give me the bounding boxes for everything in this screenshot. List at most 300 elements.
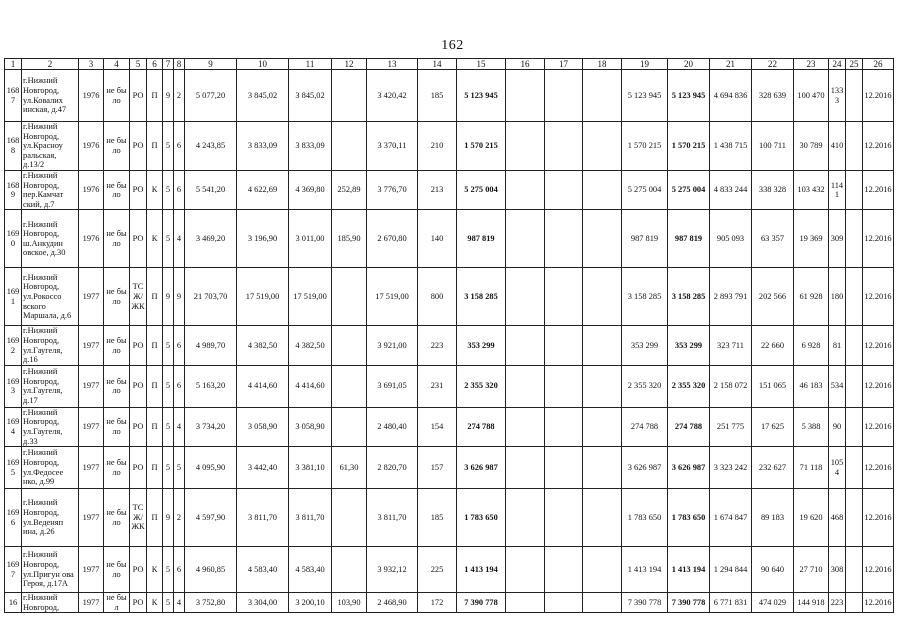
cell-year-built: 1976 [79,122,104,171]
cell-cost-19: 2 355 320 [622,365,668,407]
cell-cost-22: 89 183 [752,489,794,547]
cell-address: г.Нижний Новгород, ш.Анкудин овское, д.30 [22,210,79,268]
cell-cost-18 [583,170,622,209]
cell-demolition: не было [104,268,130,326]
cell-cost-23: 5 388 [794,407,829,446]
cell-living-area: 3 833,09 [237,122,289,171]
cell-wall-material: П [147,268,163,326]
table-row [5,170,894,209]
cell-cost-16 [506,210,545,268]
cell-total-area: 3 752,80 [185,593,237,613]
cell-cost-21: 1 674 847 [710,489,752,547]
cell-total-area: 5 163,20 [185,365,237,407]
cell-address: г.Нижний Новгород, ул.Пригун ова Героя, д.17А [22,547,79,593]
cell-cost-25 [846,365,863,407]
cell-cost-25 [846,122,863,171]
cell-floors: 9 [163,489,174,547]
cell-nonresidential-area: 103,90 [332,593,367,613]
cell-demolition: не было [104,122,130,171]
cell-nonresidential-area: 252,89 [332,170,367,209]
cell-nonresidential-area [332,489,367,547]
cell-living-area: 3 304,00 [237,593,289,613]
column-number: 6 [147,59,163,70]
cell-completion-date: 12.2016 [863,268,894,326]
cell-fund-amount: 5 275 004 [668,170,710,209]
cell-cost-18 [583,407,622,446]
table-row [5,407,894,446]
cell-year-built: 1977 [79,326,104,365]
cell-completion-date: 12.2016 [863,489,894,547]
cell-entrances: 9 [174,268,185,326]
cell-owners-area: 3 691,05 [367,365,418,407]
cell-entrances: 6 [174,547,185,593]
cell-cost-per-m2: 223 [829,593,846,613]
cell-floors: 5 [163,547,174,593]
cell-floors: 9 [163,268,174,326]
cell-cost-21: 905 093 [710,210,752,268]
cell-cost-per-m2: 90 [829,407,846,446]
cell-residential-area: 3 833,09 [289,122,332,171]
cell-living-area: 3 058,90 [237,407,289,446]
cell-cost-21: 1 438 715 [710,122,752,171]
cell-cost-21: 2 893 791 [710,268,752,326]
cell-total-cost: 353 299 [457,326,506,365]
table-row [5,593,894,613]
cell-row-number: 1692 [5,326,22,365]
cell-owners-area: 3 932,12 [367,547,418,593]
column-number: 15 [457,59,506,70]
cell-row-number: 1694 [5,407,22,446]
cell-address: г.Нижний Новгород, ул.Рокоссо вского Маршала, д.6 [22,268,79,326]
cell-owners-area: 2 480,40 [367,407,418,446]
cell-living-area: 17 519,00 [237,268,289,326]
cell-living-area: 4 382,50 [237,326,289,365]
cell-wall-material: П [147,122,163,171]
cell-residents: 210 [418,122,457,171]
column-number: 8 [174,59,185,70]
cell-cost-per-m2: 81 [829,326,846,365]
cell-total-area: 4 989,70 [185,326,237,365]
cell-wall-material: П [147,326,163,365]
cell-cost-17 [545,70,583,122]
cell-cost-16 [506,326,545,365]
cell-total-cost: 5 123 945 [457,70,506,122]
cell-total-area: 4 243,85 [185,122,237,171]
cell-address: г.Нижний Новгород, ул.Веденяп ина, д.26 [22,489,79,547]
cell-cost-19: 7 390 778 [622,593,668,613]
cell-fund-amount: 274 788 [668,407,710,446]
cell-residential-area: 3 200,10 [289,593,332,613]
cell-living-area: 4 583,40 [237,547,289,593]
cell-year-built: 1977 [79,489,104,547]
column-number: 2 [22,59,79,70]
cell-entrances: 4 [174,407,185,446]
cell-cost-23: 19 369 [794,210,829,268]
cell-cost-19: 5 275 004 [622,170,668,209]
cell-manager: РО [130,122,147,171]
cell-demolition: не было [104,70,130,122]
cell-floors: 5 [163,170,174,209]
cell-cost-22: 17 625 [752,407,794,446]
cell-cost-per-m2: 308 [829,547,846,593]
cell-cost-21: 1 294 844 [710,547,752,593]
cell-row-number: 1696 [5,489,22,547]
column-number: 7 [163,59,174,70]
cell-cost-18 [583,122,622,171]
cell-owners-area: 2 670,80 [367,210,418,268]
cell-total-area: 21 703,70 [185,268,237,326]
cell-residents: 213 [418,170,457,209]
cell-manager: РО [130,407,147,446]
cell-cost-21: 6 771 831 [710,593,752,613]
cell-entrances: 6 [174,326,185,365]
header-row [5,59,894,70]
cell-cost-19: 987 819 [622,210,668,268]
column-number: 18 [583,59,622,70]
cell-residents: 157 [418,447,457,489]
cell-cost-17 [545,489,583,547]
cell-cost-18 [583,326,622,365]
cell-cost-19: 353 299 [622,326,668,365]
table-row [5,447,894,489]
cell-cost-18 [583,593,622,613]
cell-cost-23: 103 432 [794,170,829,209]
column-number: 26 [863,59,894,70]
cell-cost-23: 71 118 [794,447,829,489]
cell-year-built: 1976 [79,170,104,209]
cell-completion-date: 12.2016 [863,70,894,122]
cell-manager: РО [130,593,147,613]
cell-cost-per-m2: 309 [829,210,846,268]
table-row [5,547,894,593]
cell-fund-amount: 353 299 [668,326,710,365]
cell-residents: 225 [418,547,457,593]
cell-residential-area: 3 811,70 [289,489,332,547]
cell-cost-17 [545,365,583,407]
cell-year-built: 1976 [79,70,104,122]
cell-total-area: 4 960,85 [185,547,237,593]
cell-living-area: 4 414,60 [237,365,289,407]
cell-cost-19: 274 788 [622,407,668,446]
cell-cost-19: 1 570 215 [622,122,668,171]
cell-total-cost: 1 783 650 [457,489,506,547]
cell-floors: 5 [163,326,174,365]
column-number: 25 [846,59,863,70]
cell-cost-21: 4 694 836 [710,70,752,122]
cell-cost-22: 151 065 [752,365,794,407]
cell-total-cost: 1 570 215 [457,122,506,171]
cell-manager: РО [130,170,147,209]
column-number: 23 [794,59,829,70]
cell-row-number: 1691 [5,268,22,326]
cell-row-number: 1697 [5,547,22,593]
cell-demolition: не было [104,326,130,365]
page-number: 162 [441,38,464,53]
cell-total-cost: 987 819 [457,210,506,268]
column-number: 17 [545,59,583,70]
column-number: 13 [367,59,418,70]
cell-entrances: 5 [174,447,185,489]
cell-cost-18 [583,210,622,268]
cell-wall-material: П [147,489,163,547]
register-table [4,58,894,613]
cell-floors: 5 [163,122,174,171]
cell-total-cost: 274 788 [457,407,506,446]
cell-cost-23: 100 470 [794,70,829,122]
cell-nonresidential-area [332,70,367,122]
cell-total-cost: 2 355 320 [457,365,506,407]
cell-nonresidential-area [332,547,367,593]
cell-cost-per-m2: 534 [829,365,846,407]
cell-cost-25 [846,70,863,122]
cell-wall-material: П [147,365,163,407]
cell-living-area: 3 196,90 [237,210,289,268]
table-row [5,489,894,547]
cell-residential-area: 3 011,00 [289,210,332,268]
cell-year-built: 1977 [79,268,104,326]
cell-cost-23: 27 710 [794,547,829,593]
cell-completion-date: 12.2016 [863,210,894,268]
cell-row-number: 16 [5,593,22,613]
column-number: 4 [104,59,130,70]
cell-address: г.Нижний Новгород, пер.Камчат ский, д.7 [22,170,79,209]
cell-manager: РО [130,70,147,122]
table-row [5,70,894,122]
cell-total-area: 5 077,20 [185,70,237,122]
cell-manager: РО [130,326,147,365]
cell-cost-16 [506,593,545,613]
cell-cost-22: 474 029 [752,593,794,613]
cell-residents: 223 [418,326,457,365]
table-row [5,365,894,407]
cell-nonresidential-area [332,407,367,446]
cell-fund-amount: 1 413 194 [668,547,710,593]
cell-cost-19: 3 158 285 [622,268,668,326]
column-number: 1 [5,59,22,70]
cell-living-area: 4 622,69 [237,170,289,209]
cell-cost-21: 2 158 072 [710,365,752,407]
cell-residential-area: 3 058,90 [289,407,332,446]
cell-demolition: не было [104,447,130,489]
cell-row-number: 1688 [5,122,22,171]
column-number: 3 [79,59,104,70]
cell-cost-17 [545,547,583,593]
cell-wall-material: К [147,170,163,209]
cell-demolition: не было [104,365,130,407]
cell-completion-date: 12.2016 [863,593,894,613]
cell-cost-22: 90 640 [752,547,794,593]
cell-cost-23: 19 620 [794,489,829,547]
cell-year-built: 1976 [79,210,104,268]
cell-residential-area: 3 381,10 [289,447,332,489]
cell-cost-25 [846,489,863,547]
column-number: 9 [185,59,237,70]
cell-owners-area: 3 776,70 [367,170,418,209]
cell-residents: 185 [418,70,457,122]
cell-cost-16 [506,70,545,122]
cell-cost-25 [846,268,863,326]
cell-cost-per-m2: 1333 [829,70,846,122]
cell-fund-amount: 1 783 650 [668,489,710,547]
cell-total-cost: 1 413 194 [457,547,506,593]
cell-floors: 5 [163,210,174,268]
cell-year-built: 1977 [79,365,104,407]
cell-cost-per-m2: 410 [829,122,846,171]
cell-cost-19: 1 413 194 [622,547,668,593]
cell-cost-18 [583,365,622,407]
cell-residential-area: 3 845,02 [289,70,332,122]
cell-fund-amount: 2 355 320 [668,365,710,407]
cell-cost-18 [583,547,622,593]
cell-floors: 5 [163,447,174,489]
cell-year-built: 1977 [79,447,104,489]
cell-cost-25 [846,326,863,365]
table-row [5,122,894,171]
cell-residential-area: 4 414,60 [289,365,332,407]
cell-owners-area: 2 468,90 [367,593,418,613]
cell-manager: РО [130,547,147,593]
cell-cost-22: 63 357 [752,210,794,268]
cell-cost-23: 61 928 [794,268,829,326]
cell-row-number: 1693 [5,365,22,407]
cell-cost-16 [506,122,545,171]
cell-cost-25 [846,210,863,268]
cell-demolition: не было [104,547,130,593]
cell-nonresidential-area [332,326,367,365]
cell-wall-material: П [147,407,163,446]
cell-cost-17 [545,122,583,171]
cell-cost-21: 4 833 244 [710,170,752,209]
cell-cost-18 [583,447,622,489]
cell-floors: 5 [163,407,174,446]
cell-wall-material: П [147,70,163,122]
cell-cost-25 [846,407,863,446]
cell-cost-16 [506,489,545,547]
cell-cost-25 [846,593,863,613]
cell-owners-area: 3 811,70 [367,489,418,547]
cell-nonresidential-area [332,122,367,171]
cell-cost-18 [583,268,622,326]
cell-cost-23: 6 928 [794,326,829,365]
cell-cost-22: 202 566 [752,268,794,326]
cell-fund-amount: 987 819 [668,210,710,268]
cell-total-cost: 7 390 778 [457,593,506,613]
cell-completion-date: 12.2016 [863,407,894,446]
cell-residential-area: 4 382,50 [289,326,332,365]
cell-cost-25 [846,170,863,209]
cell-owners-area: 3 921,00 [367,326,418,365]
cell-wall-material: К [147,210,163,268]
cell-floors: 5 [163,593,174,613]
cell-entrances: 6 [174,170,185,209]
cell-cost-19: 3 626 987 [622,447,668,489]
cell-manager: ТСЖ/ЖК [130,268,147,326]
cell-cost-23: 46 183 [794,365,829,407]
cell-fund-amount: 7 390 778 [668,593,710,613]
cell-total-cost: 5 275 004 [457,170,506,209]
cell-cost-25 [846,547,863,593]
cell-cost-22: 232 627 [752,447,794,489]
cell-demolition: не было [104,407,130,446]
cell-address: г.Нижний Новгород, [22,593,79,613]
cell-demolition: не было [104,170,130,209]
cell-year-built: 1977 [79,547,104,593]
cell-demolition: не было [104,489,130,547]
table-row [5,326,894,365]
column-number: 12 [332,59,367,70]
cell-wall-material: П [147,447,163,489]
cell-residential-area: 4 369,80 [289,170,332,209]
cell-address: г.Нижний Новгород, ул.Федосее нко, д.99 [22,447,79,489]
cell-year-built: 1977 [79,593,104,613]
cell-entrances: 2 [174,70,185,122]
column-number: 21 [710,59,752,70]
cell-completion-date: 12.2016 [863,447,894,489]
table-row [5,268,894,326]
cell-row-number: 1689 [5,170,22,209]
cell-cost-17 [545,326,583,365]
cell-completion-date: 12.2016 [863,365,894,407]
cell-cost-16 [506,170,545,209]
cell-fund-amount: 1 570 215 [668,122,710,171]
cell-wall-material: К [147,547,163,593]
cell-entrances: 2 [174,489,185,547]
column-number: 20 [668,59,710,70]
cell-address: г.Нижний Новгород, ул.Красноу ральская, д.13/2 [22,122,79,171]
cell-cost-18 [583,70,622,122]
cell-floors: 9 [163,70,174,122]
cell-residents: 231 [418,365,457,407]
cell-residents: 185 [418,489,457,547]
cell-cost-22: 22 660 [752,326,794,365]
cell-entrances: 6 [174,365,185,407]
column-number: 19 [622,59,668,70]
table-row [5,210,894,268]
cell-cost-17 [545,593,583,613]
cell-cost-19: 1 783 650 [622,489,668,547]
cell-living-area: 3 442,40 [237,447,289,489]
cell-nonresidential-area: 185,90 [332,210,367,268]
cell-address: г.Нижний Новгород, ул.Гаугеля, д.16 [22,326,79,365]
cell-manager: РО [130,365,147,407]
cell-residents: 800 [418,268,457,326]
cell-cost-16 [506,547,545,593]
cell-fund-amount: 3 626 987 [668,447,710,489]
cell-owners-area: 3 420,42 [367,70,418,122]
cell-cost-21: 251 775 [710,407,752,446]
cell-owners-area: 17 519,00 [367,268,418,326]
cell-cost-23: 144 918 [794,593,829,613]
cell-cost-16 [506,407,545,446]
cell-cost-21: 323 711 [710,326,752,365]
cell-demolition: не было [104,210,130,268]
column-number: 14 [418,59,457,70]
cell-completion-date: 12.2016 [863,122,894,171]
cell-cost-21: 3 323 242 [710,447,752,489]
cell-cost-per-m2: 468 [829,489,846,547]
column-number: 5 [130,59,147,70]
cell-manager: РО [130,210,147,268]
cell-cost-19: 5 123 945 [622,70,668,122]
cell-cost-22: 100 711 [752,122,794,171]
cell-wall-material: К [147,593,163,613]
column-number: 11 [289,59,332,70]
column-number: 24 [829,59,846,70]
cell-living-area: 3 811,70 [237,489,289,547]
column-number: 22 [752,59,794,70]
cell-entrances: 4 [174,210,185,268]
cell-completion-date: 12.2016 [863,326,894,365]
